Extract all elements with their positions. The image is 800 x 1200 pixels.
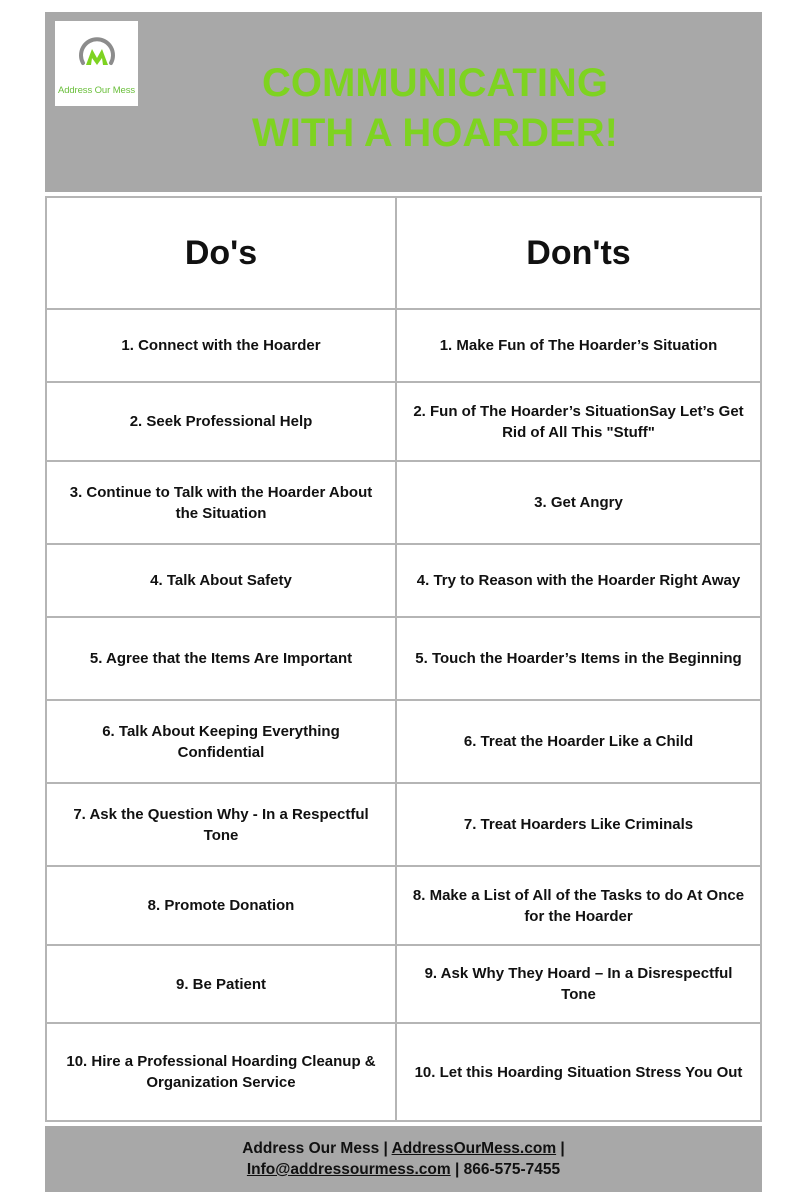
table-row [46, 617, 761, 700]
footer-separator: | [556, 1140, 565, 1157]
do-cell: 1. Connect with the Hoarder [46, 309, 396, 382]
footer-separator: | [450, 1161, 464, 1178]
title-line-2: WITH A HOARDER! [252, 111, 618, 155]
dont-cell: 2. Fun of The Hoarder’s SituationSay Let’s Get Rid of All This "Stuff" [396, 382, 761, 461]
donts-header: Don'ts [396, 197, 761, 309]
do-cell: 2. Seek Professional Help [46, 382, 396, 461]
header-banner [45, 12, 762, 192]
do-cell-line-2: Organization Service [146, 1074, 296, 1091]
footer-phone: 866-575-7455 [463, 1161, 561, 1178]
do-cell-line-1: 10. Hire a Professional Hoarding Cleanup & [66, 1053, 376, 1070]
table-row [46, 1023, 761, 1121]
dont-cell: 10. Let this Hoarding Situation Stress You Out [396, 1023, 761, 1121]
do-cell: 6. Talk About Keeping Everything Confidential [46, 700, 396, 783]
table-row [46, 866, 761, 945]
footer-line-2 [45, 1161, 762, 1179]
do-cell: 4. Talk About Safety [46, 544, 396, 617]
do-cell: 5. Agree that the Items Are Important [46, 617, 396, 700]
company-logo [55, 21, 138, 106]
do-cell: 7. Ask the Question Why - In a Respectful Tone [46, 783, 396, 866]
dont-cell: 9. Ask Why They Hoard – In a Disrespectful Tone [396, 945, 761, 1023]
footer-bar [45, 1126, 762, 1192]
do-cell: 8. Promote Donation [46, 866, 396, 945]
footer-company: Address Our Mess [242, 1140, 380, 1157]
dont-cell: 4. Try to Reason with the Hoarder Right Away [396, 544, 761, 617]
dos-donts-table [45, 196, 762, 1122]
email-link[interactable]: Info@addressourmess.com [246, 1161, 451, 1178]
footer-separator: | [379, 1140, 392, 1157]
dont-cell: 6. Treat the Hoarder Like a Child [396, 700, 761, 783]
do-cell [46, 1023, 396, 1121]
logo-text: Address Our Mess [57, 85, 136, 96]
footer-line-1 [45, 1140, 762, 1158]
table-row [46, 382, 761, 461]
dos-header: Do's [46, 197, 396, 309]
website-link[interactable]: AddressOurMess.com [391, 1140, 557, 1157]
dont-cell: 7. Treat Hoarders Like Criminals [396, 783, 761, 866]
table-row [46, 461, 761, 544]
title-line-1: COMMUNICATING [262, 61, 608, 105]
dont-cell: 3. Get Angry [396, 461, 761, 544]
table-header-row [46, 197, 761, 309]
page-title [160, 58, 710, 158]
dont-cell: 8. Make a List of All of the Tasks to do At Once for the Hoarder [396, 866, 761, 945]
dont-cell: 5. Touch the Hoarder’s Items in the Beginning [396, 617, 761, 700]
table-row [46, 945, 761, 1023]
table-row [46, 700, 761, 783]
do-cell: 9. Be Patient [46, 945, 396, 1023]
table-row [46, 309, 761, 382]
dont-cell: 1. Make Fun of The Hoarder’s Situation [396, 309, 761, 382]
logo-mark-icon [77, 31, 117, 77]
table-row [46, 783, 761, 866]
do-cell: 3. Continue to Talk with the Hoarder About the Situation [46, 461, 396, 544]
table-row [46, 544, 761, 617]
